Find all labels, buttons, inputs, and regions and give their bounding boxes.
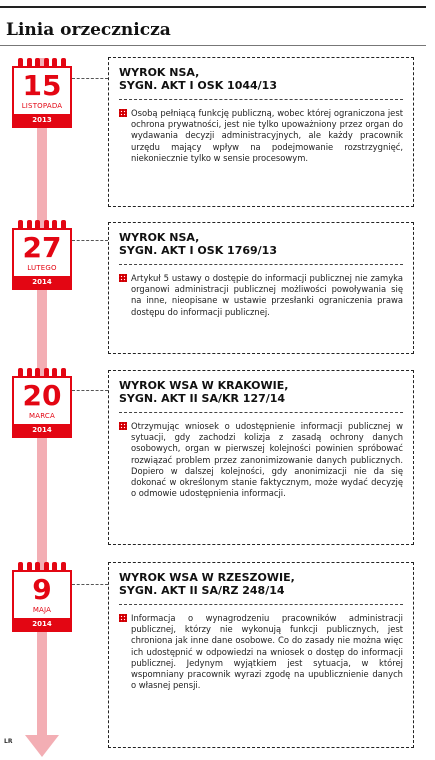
connector-line	[72, 390, 108, 391]
ruling-text: Otrzymując wniosek o udostępnienie informacji publicznej w sytuacji, gdy zachodzi kolizja z zasadą ochrony danych osobowych, organ w pierwszej kolejności powinien spróbować rozwiązać problem przez zanonimizowanie danych publicznych. Dopiero w dalszej kolejności, gdy anonimizacji nie da się dokonać w określonym stanie faktycznym, może wydać decyzję o odmowie udostępnienia informacji.	[131, 421, 403, 499]
calendar-year: 2014	[14, 424, 70, 436]
ruling-heading	[119, 379, 403, 405]
calendar-year: 2013	[14, 114, 70, 126]
ruling-card	[108, 57, 414, 207]
connector-line	[72, 78, 108, 79]
calendar-badge	[12, 58, 72, 128]
ruling-court: WYROK WSA W RZESZOWIE,	[119, 571, 295, 584]
calendar-sheet	[12, 66, 72, 128]
ruling-body	[119, 613, 403, 691]
calendar-badge	[12, 220, 72, 290]
ruling-text: Osobą pełniącą funkcję publiczną, wobec której ograniczona jest ochrona prywatności, jest nie tylko upoważniony przez organ do wydawania decyzji administracyjnych, ale każdy pracownik urzędu mający wpływ na podejmowanie rozstrzygnięć, niekoniecznie tylko w sensie procesowym.	[131, 108, 403, 163]
bullet-grid-icon	[119, 422, 127, 430]
calendar-year: 2014	[14, 618, 70, 630]
card-divider	[119, 264, 403, 265]
connector-line	[72, 240, 108, 241]
calendar-month: MAJA	[32, 606, 52, 614]
ruling-heading	[119, 66, 403, 92]
ruling-case-number: SYGN. AKT I OSK 1044/13	[119, 79, 277, 92]
calendar-month: MARCA	[28, 412, 56, 420]
ruling-court: WYROK NSA,	[119, 66, 200, 79]
calendar-badge	[12, 368, 72, 438]
ruling-text: Artykuł 5 ustawy o dostępie do informacji publicznej nie zamyka organowi administracji publicznej możliwości powoływania się na inne, nieopisane w ustawie przesłanki ograniczenia prawa dostępu do informacji publicznej.	[131, 273, 403, 317]
ruling-case-number: SYGN. AKT I OSK 1769/13	[119, 244, 277, 257]
calendar-month: LISTOPADA	[21, 102, 63, 110]
ruling-case-number: SYGN. AKT II SA/KR 127/14	[119, 392, 286, 405]
ruling-court: WYROK WSA W KRAKOWIE,	[119, 379, 289, 392]
ruling-card	[108, 562, 414, 748]
page-title: Linia orzecznicza	[6, 20, 171, 40]
calendar-sheet	[12, 376, 72, 438]
calendar-day: 27	[22, 231, 62, 264]
calendar-day: 20	[22, 379, 62, 412]
calendar-year: 2014	[14, 276, 70, 288]
ruling-court: WYROK NSA,	[119, 231, 200, 244]
ruling-card	[108, 370, 414, 545]
ruling-heading	[119, 571, 403, 597]
calendar-day: 9	[32, 573, 52, 606]
card-divider	[119, 412, 403, 413]
ruling-body	[119, 108, 403, 164]
calendar-sheet	[12, 570, 72, 632]
calendar-sheet	[12, 228, 72, 290]
ruling-body	[119, 273, 403, 318]
card-divider	[119, 604, 403, 605]
bullet-grid-icon	[119, 614, 127, 622]
calendar-month: LUTEGO	[27, 264, 57, 272]
ruling-case-number: SYGN. AKT II SA/RZ 248/14	[119, 584, 285, 597]
top-rule	[0, 6, 426, 8]
calendar-badge	[12, 562, 72, 632]
bullet-grid-icon	[119, 109, 127, 117]
calendar-day: 15	[22, 69, 62, 102]
ruling-body	[119, 421, 403, 499]
title-rule	[0, 45, 426, 46]
ruling-text: Informacja o wynagrodzeniu pracowników administracji publicznej, którzy nie wykonują funkcji publicznych, jest chroniona jak inne dane osobowe. Co do zasady nie można więc ich udostępnić w odpowiedzi na wniosek o dostęp do informacji publicznej. Jedynym wyjątkiem jest sytuacja, w której wspomniany pracownik wyrazi zgodę na upublicznienie danych o własnej pensji.	[131, 613, 403, 691]
card-divider	[119, 99, 403, 100]
timeline-arrow-icon	[25, 735, 59, 757]
ruling-heading	[119, 231, 403, 257]
author-credit: LR	[4, 738, 13, 745]
ruling-card	[108, 222, 414, 354]
connector-line	[72, 584, 108, 585]
bullet-grid-icon	[119, 274, 127, 282]
